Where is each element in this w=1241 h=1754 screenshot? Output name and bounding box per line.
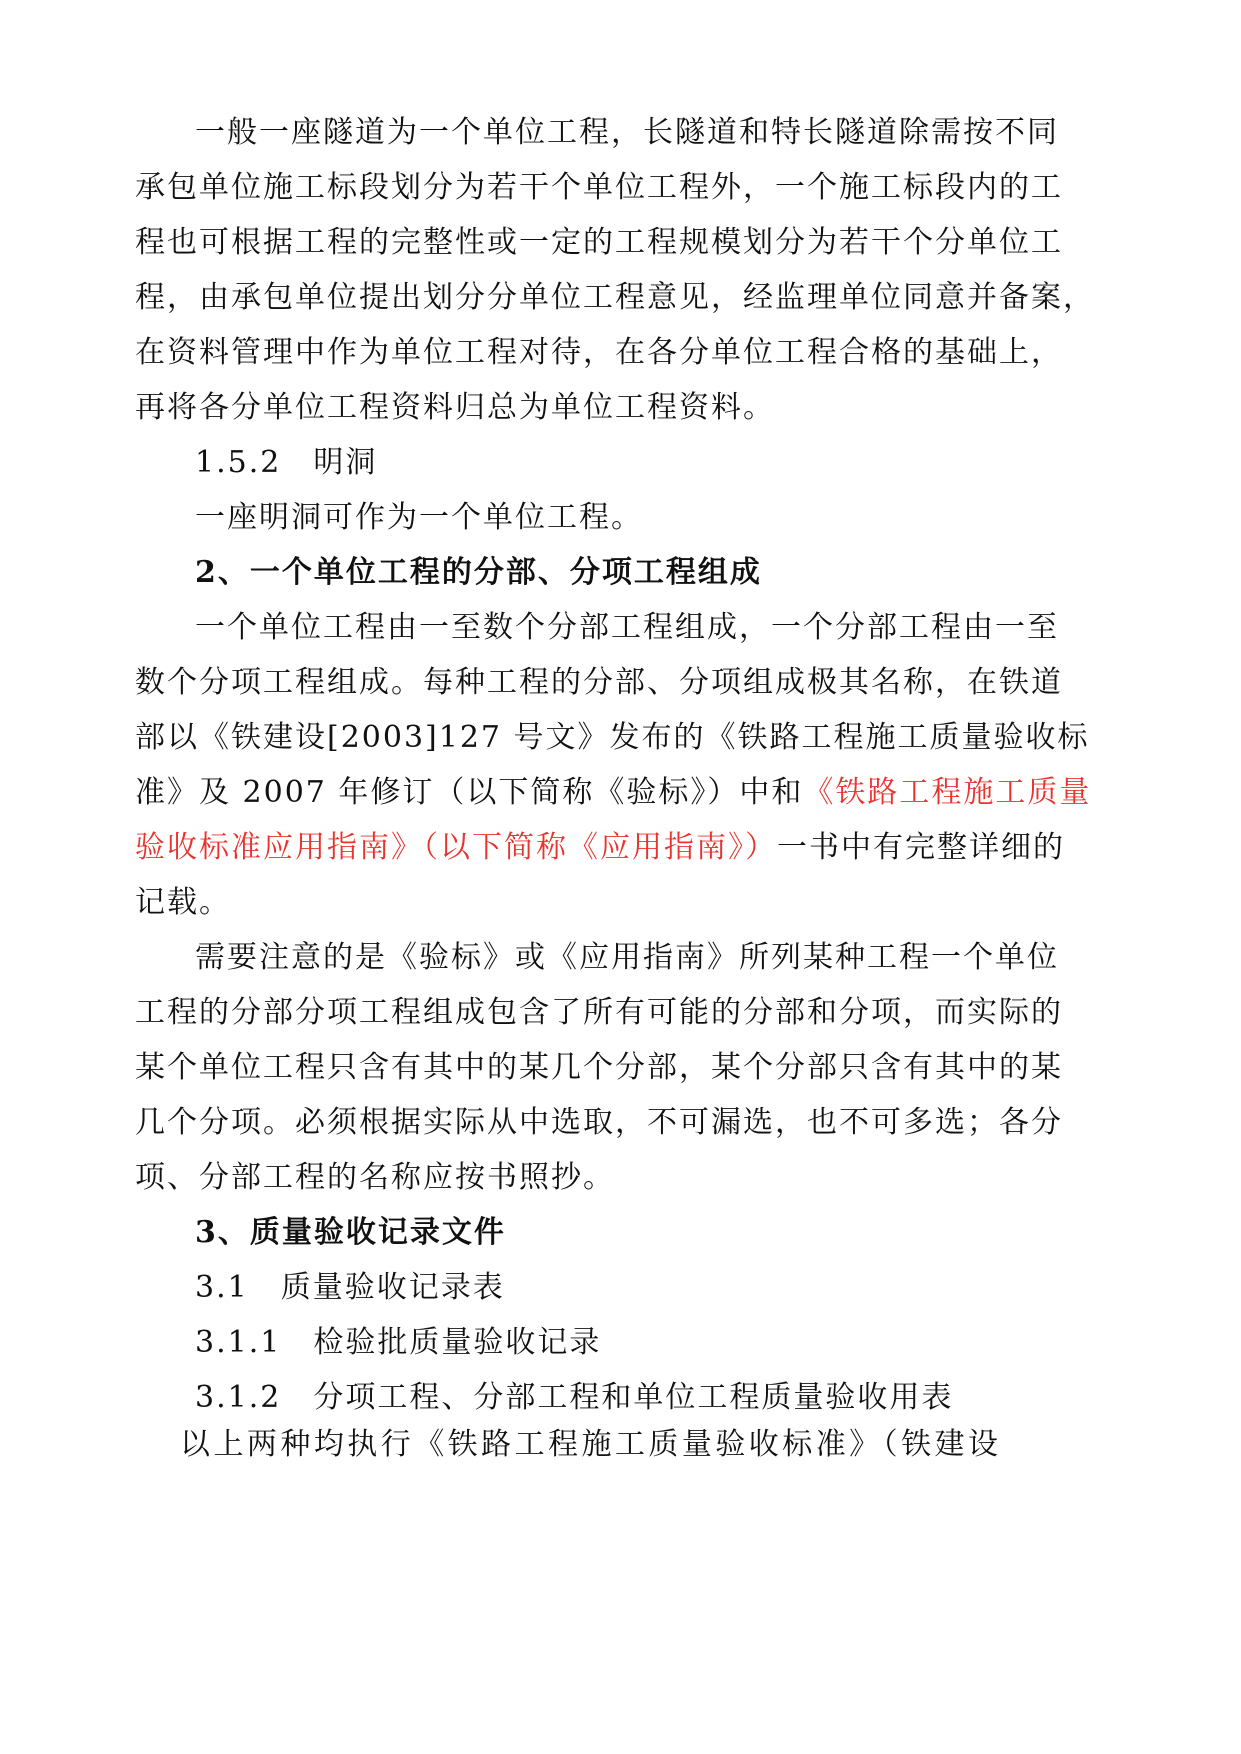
section-3-heading: 3、质量验收记录文件 [195, 1215, 506, 1250]
paragraph-line: 承包单位施工标段划分为若干个单位工程外，一个施工标段内的工 [135, 170, 1063, 205]
paragraph-line: 以上两种均执行《铁路工程施工质量验收标准》（铁建设 [180, 1427, 1000, 1462]
paragraph-text: 准》及 2007 年修订（以下简称《验标》）中和 [135, 775, 804, 810]
section-1-5-2-text: 一座明洞可作为一个单位工程。 [195, 500, 643, 535]
paragraph-line: 程，由承包单位提出划分分单位工程意见，经监理单位同意并备案， [135, 280, 1095, 315]
paragraph-line: 一般一座隧道为一个单位工程，长隧道和特长隧道除需按不同 [195, 115, 1059, 150]
paragraph-line: 数个分项工程组成。每种工程的分部、分项组成极其名称，在铁道 [135, 665, 1063, 700]
paragraph-line: 部以《铁建设[2003]127 号文》发布的《铁路工程施工质量验收标 [135, 720, 1090, 755]
paragraph-line: 一个单位工程由一至数个分部工程组成，一个分部工程由一至 [195, 610, 1059, 645]
paragraph-line: 在资料管理中作为单位工程对待，在各分单位工程合格的基础上， [135, 335, 1063, 370]
paragraph-line: 工程的分部分项工程组成包含了所有可能的分部和分项，而实际的 [135, 995, 1063, 1030]
paragraph-line: 记载。 [135, 885, 231, 920]
section-3-1-2-heading: 3.1.2 分项工程、分部工程和单位工程质量验收用表 [195, 1380, 954, 1415]
highlighted-reference: 验收标准应用指南》（以下简称《应用指南》） [135, 830, 777, 865]
paragraph-line: 再将各分单位工程资料归总为单位工程资料。 [135, 390, 775, 425]
paragraph-line: 需要注意的是《验标》或《应用指南》所列某种工程一个单位 [195, 940, 1059, 975]
paragraph-line: 几个分项。必须根据实际从中选取，不可漏选，也不可多选；各分 [135, 1105, 1063, 1140]
paragraph-line [135, 773, 1091, 813]
paragraph-line: 项、分部工程的名称应按书照抄。 [135, 1160, 615, 1195]
paragraph-line: 程也可根据工程的完整性或一定的工程规模划分为若干个分单位工 [135, 225, 1063, 260]
section-3-1-1-heading: 3.1.1 检验批质量验收记录 [195, 1325, 602, 1360]
section-2-heading: 2、一个单位工程的分部、分项工程组成 [195, 555, 762, 590]
highlighted-reference: 《铁路工程施工质量 [803, 775, 1092, 810]
section-3-1-heading: 3.1 质量验收记录表 [195, 1270, 505, 1305]
paragraph-text: 一书中有完整详细的 [777, 830, 1065, 865]
paragraph-line [135, 828, 1065, 868]
section-1-5-2-heading: 1.5.2 明洞 [195, 445, 378, 480]
paragraph-line: 某个单位工程只含有其中的某几个分部，某个分部只含有其中的某 [135, 1050, 1063, 1085]
